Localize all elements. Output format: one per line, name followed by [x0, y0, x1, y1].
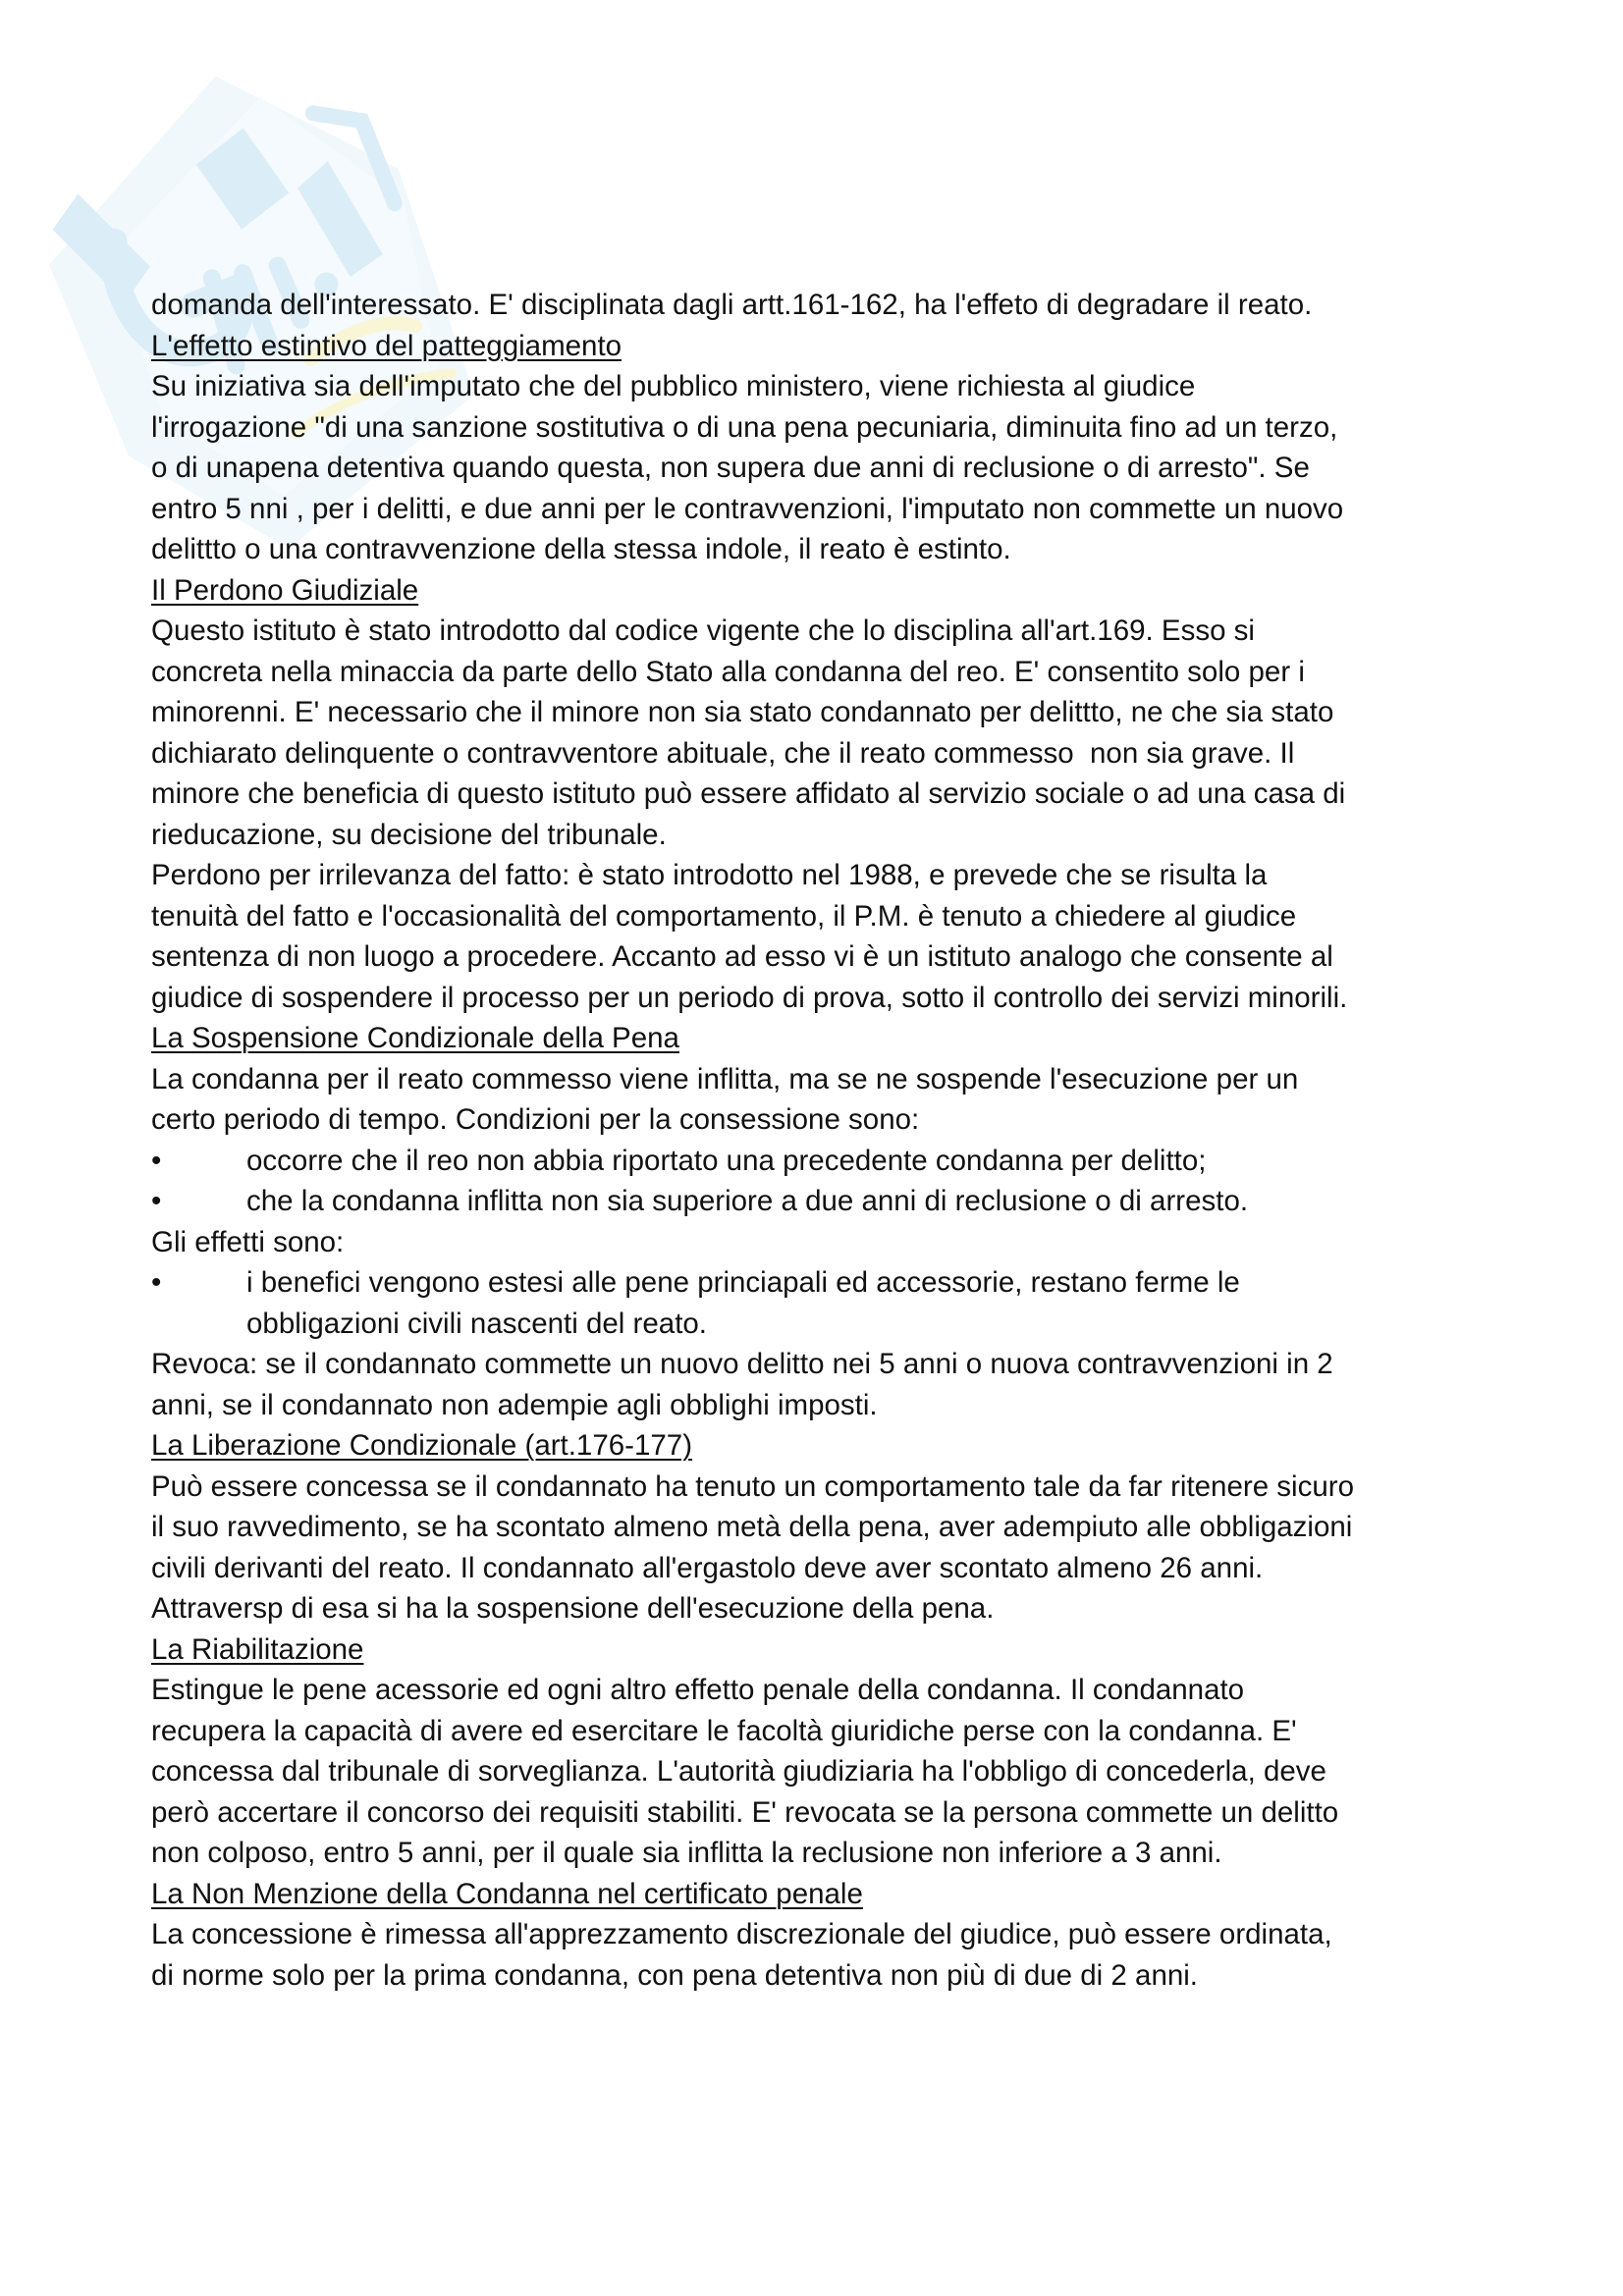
paragraph-line: però accertare il concorso dei requisiti stabiliti. E' revocata se la persona commette un delitto	[151, 1795, 1339, 1829]
section-heading-non-menzione: La Non Menzione della Condanna nel certificato penale	[151, 1877, 863, 1910]
paragraph-line: tenuità del fatto e l'occasionalità del comportamento, il P.M. è tenuto a chiedere al giudice	[151, 899, 1297, 933]
paragraph-line: Può essere concessa se il condannato ha tenuto un comportamento tale da far ritenere sicuro	[151, 1469, 1354, 1503]
list-item	[151, 1262, 1487, 1304]
paragraph-line: il suo ravvedimento, se ha scontato almeno metà della pena, aver adempiuto alle obbligazioni	[151, 1511, 1353, 1543]
list-item-text: i benefici vengono estesi alle pene princiapali ed accessorie, restano ferme le	[246, 1266, 1240, 1299]
paragraph-line: o di unapena detentiva quando questa, non supera due anni di reclusione o di arresto". Se	[151, 452, 1310, 484]
document-body	[151, 285, 1487, 1996]
list-item	[151, 1181, 1487, 1222]
paragraph-line: minore che beneficia di questo istituto può essere affidato al servizio sociale o ad una casa di	[151, 777, 1346, 810]
paragraph-line: Attraversp di esa si ha la sospensione dell'esecuzione della pena.	[151, 1592, 995, 1625]
paragraph-line: non colposo, entro 5 anni, per il quale sia inflitta la reclusione non inferiore a 3 anni.	[151, 1837, 1222, 1869]
list-item-text: che la condanna inflitta non sia superiore a due anni di reclusione o di arresto.	[246, 1185, 1249, 1217]
list-item-text: occorre che il reo non abbia riportato una precedente condanna per delitto;	[246, 1144, 1207, 1177]
paragraph-line: Questo istituto è stato introdotto dal codice vigente che lo disciplina all'art.169. Esso si	[151, 614, 1255, 647]
paragraph-line: Estingue le pene acessorie ed ogni altro effetto penale della condanna. Il condannato	[151, 1674, 1245, 1706]
section-heading-sospensione-condizionale: La Sospensione Condizionale della Pena	[151, 1022, 679, 1054]
section-heading-perdono-giudiziale: Il Perdono Giudiziale	[151, 573, 419, 607]
paragraph-line: rieducazione, su decisione del tribunale.	[151, 818, 667, 851]
section-heading-riabilitazione: La Riabilitazione	[151, 1632, 364, 1666]
paragraph-line: concreta nella minaccia da parte dello Stato alla condanna del reo. E' consentito solo per i	[151, 655, 1305, 688]
section-heading-patteggiamento: L'effetto estintivo del patteggiamento	[151, 329, 622, 362]
paragraph-line: certo periodo di tempo. Condizioni per la consessione sono:	[151, 1103, 920, 1136]
paragraph-line: di norme solo per la prima condanna, con pena detentiva non più di due di 2 anni.	[151, 1958, 1199, 1992]
list-item	[151, 1141, 1487, 1182]
paragraph-line: delittto o una contravvenzione della stessa indole, il reato è estinto.	[151, 533, 1011, 565]
paragraph-line: concessa dal tribunale di sorveglianza. L'autorità giudiziaria ha l'obbligo di concederla, deve	[151, 1755, 1326, 1788]
paragraph-line: anni, se il condannato non adempie agli obblighi imposti.	[151, 1388, 878, 1421]
paragraph-line: l'irrogazione "di una sanzione sostitutiva o di una pena pecuniaria, diminuita fino ad un terzo,	[151, 410, 1338, 444]
bullet-icon: •	[151, 1266, 162, 1299]
bullet-icon: •	[151, 1144, 162, 1177]
paragraph-line: domanda dell'interessato. E' disciplinata dagli artt.161-162, ha l'effeto di degradare il reato.	[151, 289, 1313, 321]
list-item-continuation: obbligazioni civili nascenti del reato.	[246, 1307, 707, 1340]
paragraph-line: civili derivanti del reato. Il condannato all'ergastolo deve aver scontato almeno 26 anni.	[151, 1551, 1264, 1584]
paragraph-line: sentenza di non luogo a procedere. Accanto ad esso vi è un istituto analogo che consente al	[151, 940, 1333, 973]
paragraph-line: dichiarato delinquente o contravventore abituale, che il reato commesso non sia grave. Il	[151, 736, 1295, 770]
bullet-icon: •	[151, 1185, 162, 1217]
paragraph-line: Gli effetti sono:	[151, 1225, 345, 1258]
paragraph-line: Perdono per irrilevanza del fatto: è stato introdotto nel 1988, e prevede che se risulta la	[151, 859, 1268, 891]
paragraph-line: minorenni. E' necessario che il minore non sia stato condannato per delittto, ne che sia stato	[151, 696, 1334, 728]
paragraph-line: giudice di sospendere il processo per un periodo di prova, sotto il controllo dei servizi minorili.	[151, 981, 1348, 1014]
paragraph-line: La condanna per il reato commesso viene inflitta, ma se ne sospende l'esecuzione per un	[151, 1062, 1299, 1095]
paragraph-line: Revoca: se il condannato commette un nuovo delitto nei 5 anni o nuova contravvenzioni in 2	[151, 1348, 1333, 1380]
paragraph-line: La concessione è rimessa all'apprezzamento discrezionale del giudice, può essere ordinata,	[151, 1918, 1332, 1950]
section-heading-liberazione-condizionale: La Liberazione Condizionale (art.176-177)	[151, 1429, 693, 1462]
paragraph-line: Su iniziativa sia dell'imputato che del pubblico ministero, viene richiesta al giudice	[151, 370, 1196, 402]
paragraph-line: entro 5 nni , per i delitti, e due anni per le contravvenzioni, l'imputato non commette un nuovo	[151, 492, 1344, 525]
paragraph-line: recupera la capacità di avere ed esercitare le facoltà giuridiche perse con la condanna. E'	[151, 1714, 1297, 1747]
